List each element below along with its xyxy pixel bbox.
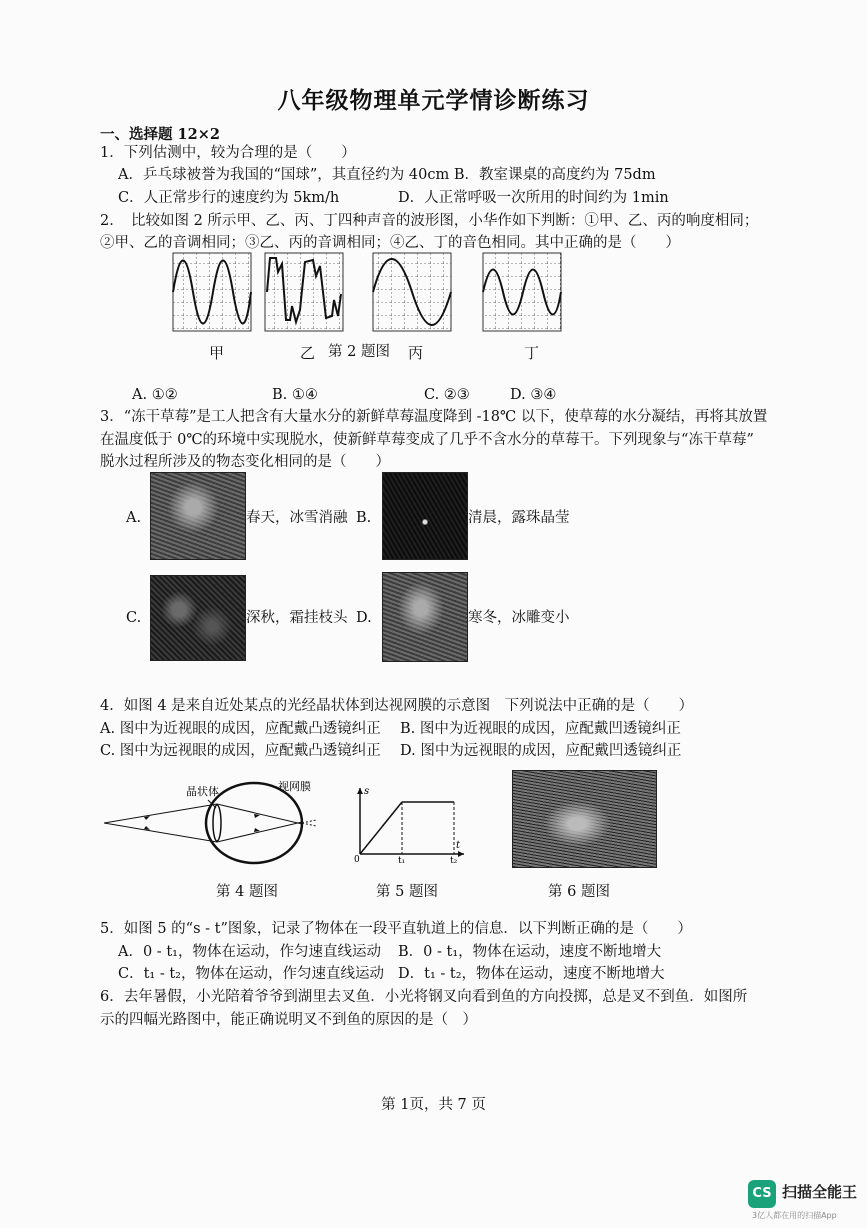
axis-s-label: s — [364, 786, 370, 797]
section-heading: 一、选择题 12×2 — [100, 126, 220, 143]
q4-option-c: C. 图中为远视眼的成因，应配戴凸透镜纠正 — [100, 743, 381, 759]
eye-diagram — [104, 778, 319, 868]
photo-spring-snow-melting — [150, 472, 246, 560]
q5-option-d: D．t₁ - t₂，物体在运动，速度不断地增大 — [398, 966, 665, 982]
q3-label-b: B. — [356, 510, 372, 526]
fig5-caption: 第 5 题图 — [376, 884, 438, 900]
q4-option-d: D. 图中为远视眼的成因，应配戴凹透镜纠正 — [400, 743, 682, 759]
camscanner-name: 扫描全能王 — [782, 1183, 858, 1201]
q1-options-ab: A．乒乓球被誉为我国的“国球”，其直径约为 40cm B．教室课桌的高度约为 75dm — [118, 167, 656, 183]
q1-stem: 1．下列估测中，较为合理的是（ ） — [100, 145, 356, 161]
waveform-yi — [265, 253, 343, 331]
caption-bing: 丙 — [408, 344, 424, 362]
q2-option-b: B. ①④ — [272, 387, 318, 403]
q2-stem-line2: ②甲、乙的音调相同；③乙、丙的音调相同；④乙、丁的音色相同。其中正确的是（ ） — [100, 235, 680, 251]
photo-ice-sculpture — [382, 572, 468, 662]
waveform-ding — [483, 253, 561, 331]
q2-option-c: C. ②③ — [424, 387, 470, 403]
q1-option-c: C．人正常步行的速度约为 5km/h — [118, 190, 340, 206]
q4-stem: 4．如图 4 是来自近处某点的光经晶状体到达视网膜的示意图 下列说法中正确的是（ ） — [100, 698, 694, 714]
caption-jia: 甲 — [209, 344, 225, 362]
q3-text-a: 春天，冰雪消融 — [246, 510, 348, 526]
fishing-photo — [512, 770, 657, 868]
q5-option-b: B．0 - t₁，物体在运动，速度不断地增大 — [398, 944, 662, 960]
q6-stem-line1: 6．去年暑假，小光陪着爷爷到湖里去叉鱼．小光将钢叉向看到鱼的方向投掷，总是叉不到鱼．如图所 — [100, 989, 748, 1005]
lens-label: 晶状体 — [186, 785, 219, 798]
retina-label: 视网膜 — [278, 780, 311, 793]
q3-text-c: 深秋，霜挂枝头 — [246, 610, 348, 626]
fig4-caption: 第 4 题图 — [216, 884, 278, 900]
caption-fig2: 第 2 题图 — [328, 344, 390, 360]
q3-label-a: A. — [126, 510, 142, 526]
st-graph — [352, 782, 470, 864]
q4-option-a: A. 图中为近视眼的成因，应配戴凸透镜纠正 — [100, 721, 381, 737]
origin-label: 0 — [354, 855, 360, 864]
q2-option-d: D. ③④ — [510, 387, 557, 403]
q4-option-b: B. 图中为近视眼的成因，应配戴凹透镜纠正 — [400, 721, 681, 737]
waveform-bing — [373, 253, 451, 331]
camscanner-tagline: 3亿人都在用的扫描App — [752, 1211, 837, 1220]
q3-label-d: D. — [356, 610, 372, 626]
q5-stem: 5．如图 5 的“s - t”图象，记录了物体在一段平直轨道上的信息．以下判断正确的是（ ） — [100, 921, 692, 937]
waveform-jia — [173, 253, 251, 331]
q3-text-d: 寒冬，冰雕变小 — [468, 610, 570, 626]
photo-autumn-frost — [150, 575, 246, 661]
q5-option-a: A．0 - t₁，物体在运动，作匀速直线运动 — [118, 944, 381, 960]
q2-stem-line1: 2． 比较如图 2 所示甲、乙、丙、丁四种声音的波形图，小华作如下判断：①甲、乙、丙的响度相同； — [100, 213, 759, 229]
caption-ding: 丁 — [524, 344, 540, 362]
page-title: 八年级物理单元学情诊断练习 — [277, 87, 590, 114]
page-footer: 第 1页，共 7 页 — [381, 1097, 486, 1113]
q3-label-c: C. — [126, 610, 142, 626]
q5-option-c: C．t₁ - t₂，物体在运动，作匀速直线运动 — [118, 966, 384, 982]
q3-stem-line2: 在温度低于 0℃的环境中实现脱水，使新鲜草莓变成了几乎不含水分的草莓干。下列现象与“冻干草莓” — [100, 432, 754, 448]
q6-stem-line2: 示的四幅光路图中，能正确说明叉不到鱼的原因的是（ ） — [100, 1012, 477, 1028]
q3-text-b: 清晨，露珠晶莹 — [468, 510, 570, 526]
q1-option-d: D．人正常呼吸一次所用的时间约为 1min — [398, 190, 669, 206]
q3-stem-line1: 3．“冻干草莓”是工人把含有大量水分的新鲜草莓温度降到 -18℃ 以下，使草莓的水分凝结，再将其放置 — [100, 409, 768, 425]
q3-stem-line3: 脱水过程所涉及的物态变化相同的是（ ） — [100, 454, 390, 470]
fig6-caption: 第 6 题图 — [548, 884, 610, 900]
q2-option-a: A. ①② — [132, 387, 178, 403]
q2-waveform-figure — [170, 250, 580, 335]
t2-label: t₂ — [450, 856, 458, 864]
t1-label: t₁ — [398, 856, 406, 864]
axis-t-label: t — [456, 840, 461, 851]
camscanner-logo-icon: CS — [748, 1180, 776, 1208]
photo-morning-dew — [382, 472, 468, 560]
caption-yi: 乙 — [300, 344, 316, 362]
